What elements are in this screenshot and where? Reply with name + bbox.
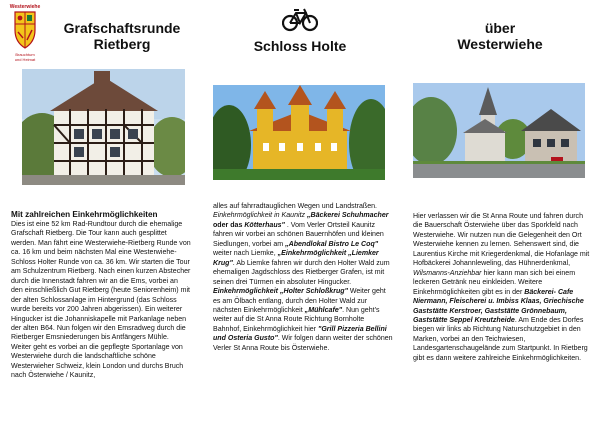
rietberg-town-hall-photo xyxy=(22,69,185,185)
col2-s7: „Abendlokal Bistro Le Coq" xyxy=(285,240,379,248)
col2-s1: alles auf fahrradtauglichen Wegen und Landstraßen. xyxy=(213,203,378,210)
col1-lead: Mit zahlreichen Einkehrmöglichkeiten xyxy=(11,210,158,219)
col2-s15: "Grill Pizzeria Bellini und Osteria Gusto" xyxy=(213,325,387,343)
title-line1: über xyxy=(484,20,516,36)
col2-s3: „Bäckerei Schuhmacher xyxy=(305,212,389,220)
title-line1: Grafschaftsrunde xyxy=(63,20,181,36)
logo-title: Westerwiehe xyxy=(9,4,41,10)
col3-paragraph xyxy=(413,212,593,363)
col3-s1: Hier verlassen wir die St Anna Route und fahren durch die Bauerschaft Österwiehe über das Sporkfeld nach Westerwiehe. Wir nutzen nun die Gelegenheit den Ort Westerwiehe kennen zu lernen. Sehenswert sind, die Laurentius Kirche mit Kriegerdenkmal, die Hofanlage mit Hofbäckerei Johannleweling, das Hühnerdenkmal, xyxy=(413,213,590,268)
col2-s11: Einkehrmöglichkeit „Holter Schloßkrug" xyxy=(213,288,348,296)
logo-subtitle-line2: und Heimat xyxy=(14,57,36,62)
col1-text xyxy=(11,210,191,381)
col2-s5: Kötterhaus" xyxy=(244,221,285,229)
col2-paragraph xyxy=(213,202,393,353)
bicycle-icon xyxy=(282,6,318,32)
column-westerwiehe xyxy=(400,0,600,424)
col3-s2: Wilsmanns-Anziehbar xyxy=(413,269,482,277)
col2-s4: oder das xyxy=(213,221,245,229)
col2-s8: weiter nach Liemke, xyxy=(213,250,278,258)
col2-s16: . Wir folgen dann weiter der schönen Verler St Anna Route bis Österwiehe. xyxy=(213,335,393,352)
col3-s5: . Am Ende des Dorfes biegen wir links ab Richtung Naturschutzgebiet in den Marken, vorbei an den Teichwiesen, Landesgartenschaugelände zum Startpunkt. In Rietberg gibt es dann weitere zahlreiche Einkehrmöglichkeiten. xyxy=(413,316,588,362)
title-grafschaftsrunde xyxy=(44,20,200,52)
title-line2: Westerwiehe xyxy=(457,36,543,52)
schloss-holte-castle-photo xyxy=(213,85,385,180)
column-schloss-holte xyxy=(200,0,400,424)
col2-s6: . Vom Verler Ortsteil Kaunitz fahren wir vorbei an schönen Bauernhöfen und kleinen Siedlungen, vorbei am xyxy=(213,221,384,248)
title-ueber-westerwiehe xyxy=(400,20,600,52)
westerwiehe-church-photo xyxy=(413,83,585,178)
col2-s10: . Ab Liemke fahren wir durch den Holter Wald zum ehemaligen Jagdschloss des Rietberger Grafen, ist mit seinen drei Türmen ein absoluter Hingucker. xyxy=(213,259,390,286)
title-schloss-holte: Schloss Holte xyxy=(253,38,347,54)
col2-s13: „Mühlcafe" xyxy=(304,306,343,314)
col2-text xyxy=(213,202,393,353)
logo-subtitle xyxy=(6,52,44,62)
logo-subtitle-line1: Brauchtum xyxy=(15,52,35,57)
col2-s12: Weiter geht es am Ölbach entlang, durch den Holter Wald zur nächsten Einkehrmöglichkeit xyxy=(213,288,386,314)
westerwiehe-logo xyxy=(6,4,44,64)
col3-s3: hier kann man sich bei einem leckeren Getränk neu einkleiden. Weitere Einkehrmöglichkeiten gibt es in der xyxy=(413,269,576,296)
col1-paragraph: Dies ist eine 52 km Rad-Rundtour durch die ehemalige Grafschaft Rietberg. Die Tour kann auch gesplittet werden. Man fährt eine Westerwiehe-Rietberg Runde von ca. 16 km und beim nächsten Mal eine Westerwiehe-Schloss Holter Runde von ca. 36 km. Wir starten die Tour am Schulzentrum Rietberg. Nach einen kurzen Abstecher durch die Innenstadt fahren wir an die Ems, vorbei an den einschließlich Gut Rietberg (heute Seniorenheim) mit der alten Schlossanlage im Hintergrund (das Schloss wurde bereits vor 200 Jahren abgerissen). Ein weiterer Hingucker ist die Johanniskapelle mit Parkanlage neben der alten B64. Nun folgen wir den Emsradweg durch die Rietberger Emsniederungen bis Antfängers Mühle. Weiter geht es vorbei an die gepflegte Sportanlage von Westerwiehe durch die landschaftliche schöne Westerwieher Schweiz, klein London und durchs Bruch nach Österwiehe / Kaunitz, xyxy=(11,221,191,380)
col3-s4: Bäckerei- Cafe Niermann, Fleischerei u. Imbiss Klaas, Griechische Gaststätte Kerstroer, Gaststätte Grönnebaum, Gaststätte Seppel Kreutzheide xyxy=(413,288,584,324)
column-rietberg xyxy=(0,0,200,424)
col2-s2: Einkehrmöglichkeit in Kaunitz xyxy=(213,212,306,220)
col3-text xyxy=(413,212,593,363)
col2-s9: „Einkehrmöglichkeit „Liemker Krug" xyxy=(213,250,379,267)
col2-s14: . Nun geht's weiter auf die St Anna Route Richtung Bornholte Bahnhof, Einkehrmöglichkeit hier xyxy=(213,306,380,333)
title-line2: Rietberg xyxy=(93,36,151,52)
